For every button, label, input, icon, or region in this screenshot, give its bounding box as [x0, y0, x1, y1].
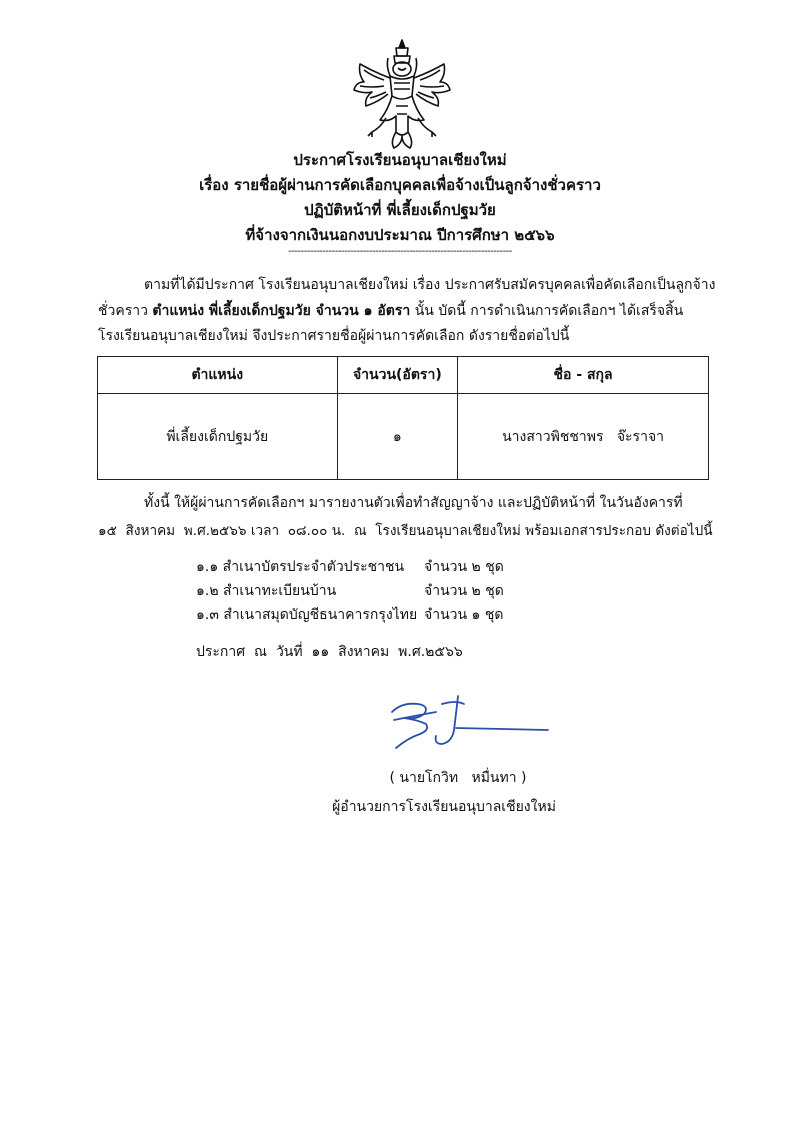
document-name: ๑.๒ สำเนาทะเบียนบ้าน	[196, 583, 337, 599]
announcement-duty: ปฏิบัติหน้าที่ พี่เลี้ยงเด็กปฐมวัย	[304, 201, 496, 219]
garuda-emblem-icon	[350, 36, 454, 152]
results-table	[97, 356, 709, 480]
header-position: ตำแหน่ง	[98, 357, 338, 394]
instructions-line-2: ๑๕ สิงหาคม พ.ศ.๒๕๖๖ เวลา ๐๘.๐๐ น. ณ โรงเรียนอนุบาลเชียงใหม่ พร้อมเอกสารประกอบ ดังต่อไปนี้	[98, 523, 713, 539]
header-fullname: ชื่อ - สกุล	[458, 357, 709, 394]
intro-line-2-prefix: ชั่วคราว	[98, 303, 153, 319]
cell-position: พี่เลี้ยงเด็กปฐมวัย	[98, 394, 338, 480]
announcement-heading: ประกาศโรงเรียนอนุบาลเชียงใหม่	[293, 151, 507, 169]
document-quantity: จำนวน ๒ ชุด	[424, 583, 504, 599]
document-quantity: จำนวน ๑ ชุด	[424, 607, 504, 623]
document-name: ๑.๓ สำเนาสมุดบัญชีธนาคารกรุงไทย	[196, 607, 418, 623]
document-name: ๑.๑ สำเนาบัตรประจำตัวประชาชน	[196, 559, 405, 575]
signature-icon	[384, 690, 554, 760]
instructions-line-1: ทั้งนี้ ให้ผู้ผ่านการคัดเลือกฯ มารายงานตัวเพื่อทำสัญญาจ้าง และปฏิบัติหน้าที่ ในวันอังคารที่	[144, 495, 683, 511]
signer-title: ผู้อำนวยการโรงเรียนอนุบาลเชียงใหม่	[332, 799, 556, 815]
header-count: จำนวน(อัตรา)	[337, 357, 458, 394]
intro-line-1: ตามที่ได้มีประกาศ โรงเรียนอนุบาลเชียงใหม่ เรื่อง ประกาศรับสมัครบุคคลเพื่อคัดเลือกเป็นลูกจ้าง	[144, 277, 716, 293]
list-item	[196, 579, 596, 603]
list-item	[196, 555, 596, 579]
table-row	[98, 394, 709, 480]
cell-count: ๑	[337, 394, 458, 480]
header-separator: ------------------------------------------------------------------------	[288, 246, 512, 257]
intro-line-2	[98, 298, 710, 324]
list-item	[196, 603, 596, 627]
required-documents-list	[196, 555, 596, 627]
intro-line-3: โรงเรียนอนุบาลเชียงใหม่ จึงประกาศรายชื่อผู้ผ่านการคัดเลือก ดังรายชื่อต่อไปนี้	[98, 328, 570, 344]
intro-position-highlight: ตำแหน่ง พี่เลี้ยงเด็กปฐมวัย จำนวน ๑ อัตรา	[152, 303, 411, 319]
announcement-subject: เรื่อง รายชื่อผู้ผ่านการคัดเลือกบุคคลเพื่อจ้างเป็นลูกจ้างชั่วคราว	[199, 176, 601, 194]
signer-name: ( นายโกวิท หมื่นทา )	[389, 770, 527, 786]
announcement-date: ประกาศ ณ วันที่ ๑๑ สิงหาคม พ.ศ.๒๕๖๖	[196, 644, 463, 660]
announcement-funding: ที่จ้างจากเงินนอกงบประมาณ ปีการศึกษา ๒๕๖๖	[245, 226, 555, 244]
cell-fullname: นางสาวพิชชาพร จ๊ะราจา	[458, 394, 709, 480]
intro-line-2-suffix: นั้น บัดนี้ การดำเนินการคัดเลือกฯ ได้เสร็จสิ้น	[410, 303, 684, 319]
table-header-row	[98, 357, 709, 394]
document-quantity: จำนวน ๒ ชุด	[424, 559, 504, 575]
